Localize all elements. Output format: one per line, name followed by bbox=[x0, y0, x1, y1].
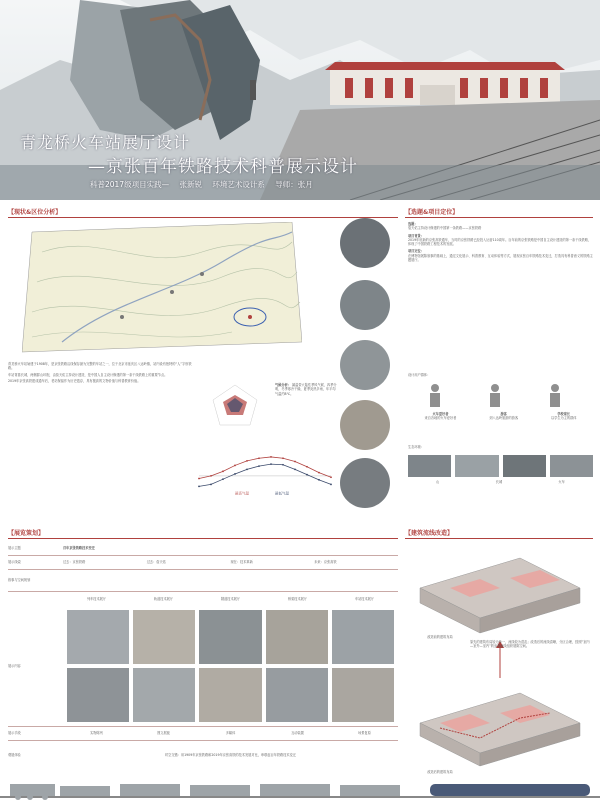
site-paragraph: 青龙桥火车站始建于1908年，是京张铁路沿线保存最为完整的车站之一，位于北京市延庆区八达岭镇，站内设有独特的“人”字形铁路。 bbox=[8, 362, 192, 371]
data-point bbox=[282, 457, 284, 459]
exhibit-thumb bbox=[133, 610, 195, 664]
row-label: 展示线索 bbox=[8, 560, 21, 565]
data-point bbox=[294, 461, 296, 463]
data-point bbox=[210, 484, 212, 486]
data-point bbox=[270, 463, 272, 465]
photo-circle bbox=[340, 400, 390, 450]
exhibit-thumb bbox=[67, 668, 129, 722]
exhibit-thumb bbox=[332, 668, 394, 722]
data-point bbox=[306, 466, 308, 468]
data-point bbox=[330, 476, 332, 478]
unit-label: 列车技术展厅 bbox=[86, 596, 107, 601]
row-label: 观展体验 bbox=[8, 753, 21, 758]
data-point bbox=[210, 475, 212, 477]
plan-summary: 时空交错：用1909年京张铁路和2019年京张高铁的技术发展对比，串联起百年铁路技术变迁 bbox=[165, 753, 296, 758]
train-label bbox=[176, 795, 189, 799]
plan-col: 未来：京张高铁 bbox=[314, 560, 337, 565]
data-point bbox=[318, 479, 320, 481]
method: 图文展板 bbox=[157, 731, 170, 736]
user-note: 来自各地的火车爱好者 bbox=[424, 416, 457, 421]
photo-circle bbox=[340, 218, 390, 268]
plan-col: 现在：技术革新 bbox=[230, 560, 253, 565]
site-paragraph: 2019年京张高铁建成通车后，老站保留作为历史遗存，具有极高的文物价值与科普教育价值。 bbox=[8, 378, 141, 383]
user-type: 游客 bbox=[500, 412, 507, 416]
eco-captions bbox=[408, 480, 593, 484]
eco-label: 生态环境： bbox=[408, 445, 424, 449]
photo-circle bbox=[340, 340, 390, 390]
photo-thumb bbox=[408, 455, 451, 477]
legend-entry: 最低气温 bbox=[275, 491, 289, 495]
eco-photos bbox=[408, 455, 593, 477]
advisor: 导师：张月 bbox=[275, 180, 313, 189]
site-map bbox=[22, 222, 302, 357]
byline bbox=[90, 179, 321, 190]
data-point bbox=[198, 485, 200, 487]
topic-label: 项目定位： bbox=[408, 249, 424, 254]
unit-label: 隧道技术展厅 bbox=[220, 596, 241, 601]
data-point bbox=[330, 484, 332, 486]
data-point bbox=[318, 472, 320, 474]
topic-value: 詹天佑主持设计修建的中国第一条铁路——京张铁路 bbox=[408, 226, 482, 231]
exhibit-thumb bbox=[266, 610, 328, 664]
plan-theme: 百年京张铁路技术变迁 bbox=[63, 546, 95, 551]
arch-label: 改造后的建筑布局 bbox=[427, 770, 453, 774]
divider bbox=[405, 217, 593, 218]
eco-caption: 山 bbox=[436, 480, 440, 484]
data-point bbox=[234, 473, 236, 475]
data-point bbox=[222, 478, 224, 480]
series-line bbox=[199, 457, 331, 479]
data-point bbox=[222, 470, 224, 472]
divider bbox=[405, 538, 593, 539]
unit-label: 桥梁技术展厅 bbox=[287, 596, 308, 601]
legend-entry: 最高气温 bbox=[235, 491, 249, 495]
train-label bbox=[420, 795, 430, 799]
exhibit-thumb bbox=[332, 610, 394, 664]
train-label bbox=[298, 795, 311, 799]
users-label: 设计用户群体： bbox=[408, 373, 431, 377]
row-label: 展示主题 bbox=[8, 546, 21, 551]
series-line bbox=[199, 464, 331, 486]
topic-value: 2019年底新的京张高铁通车，当时的京张铁路已经投入运营110周年。百年前的京张铁路是中国自主设计建造的第一条干线铁路，体现了中国铁路工程技术的发展。 bbox=[408, 237, 592, 247]
topic-label: 项目背景： bbox=[408, 233, 424, 238]
data-point bbox=[198, 478, 200, 480]
exhibit-thumb bbox=[266, 668, 328, 722]
climate-desc: 属温带大陆性季风气候，四季分明，冬季寒冷干燥，夏季炎热多雨，年平均气温约8℃。 bbox=[275, 383, 337, 396]
title-line-1: 青龙桥火车站展厅设计 bbox=[20, 133, 191, 152]
plan-col: 过去：詹天佑 bbox=[146, 560, 166, 565]
photo-circle bbox=[340, 280, 390, 330]
arch-desc: 原先的建筑布局较为单一，流线较为混乱；改造后的流线清晰，分区合理，按照“室内—室外—室内”的参观流线组织展陈空间。 bbox=[470, 640, 590, 649]
user-type: 火车爱好者 bbox=[432, 412, 449, 416]
unit-label: 车站技术展厅 bbox=[354, 596, 375, 601]
users-row bbox=[408, 412, 593, 421]
users-icons bbox=[420, 380, 580, 410]
train-label bbox=[55, 795, 68, 799]
topic-label: 选题： bbox=[408, 222, 418, 226]
data-point bbox=[234, 465, 236, 467]
row-label: 展示内容 bbox=[8, 663, 21, 668]
exhibit-thumb bbox=[199, 610, 261, 664]
row-label: 展示手段 bbox=[8, 731, 21, 736]
method: 场景复原 bbox=[358, 731, 371, 736]
row-label: 叙事与空间规划 bbox=[8, 578, 31, 583]
exhibit-thumb bbox=[199, 668, 261, 722]
photo-thumb bbox=[550, 455, 593, 477]
topic-text bbox=[408, 222, 593, 262]
program: 科普2017级项目实践— bbox=[90, 180, 170, 189]
climate-text bbox=[275, 383, 337, 396]
data-point bbox=[246, 468, 248, 470]
topic-value: 在博物馆展陈叙事的基础上，通过文化展示、科普教育、互动体验等方式，展现京张百年铁路技术变迁，打造具有科普意义的铁路主题展厅。 bbox=[408, 253, 593, 263]
train-label bbox=[539, 795, 545, 799]
photo-thumb bbox=[503, 455, 546, 477]
divider bbox=[8, 538, 398, 539]
user-type: 学校家长 bbox=[557, 412, 571, 416]
user-note: 以学生为主的群体 bbox=[550, 416, 577, 421]
divider bbox=[8, 217, 398, 218]
topic-section-title: 【选题&项目定位】 bbox=[405, 209, 459, 216]
eco-caption: 火车 bbox=[558, 480, 565, 484]
temperature-line-chart bbox=[195, 450, 335, 495]
method: 互动装置 bbox=[291, 731, 304, 736]
method: 实物陈列 bbox=[90, 731, 103, 736]
plan-col: 过去：京张铁路 bbox=[63, 560, 86, 565]
site-section-title: 【现状&区位分析】 bbox=[8, 209, 62, 216]
data-point bbox=[258, 465, 260, 467]
architecture-diagrams bbox=[410, 548, 590, 768]
arch-label: 改造前的建筑布局 bbox=[427, 635, 453, 639]
climate-radar-chart bbox=[205, 380, 265, 430]
user-note: 到八达岭旅游的游客 bbox=[489, 416, 519, 421]
arch-section-title: 【建筑流线改造】 bbox=[405, 530, 454, 537]
photo-thumb bbox=[455, 455, 498, 477]
data-point bbox=[306, 474, 308, 476]
site-paragraph: 车站背靠长城，两侧群山环抱，由詹天佑主持设计建造，是中国人自主设计修建的第一条干线铁路上的重要节点。 bbox=[8, 372, 168, 377]
data-point bbox=[258, 457, 260, 459]
data-point bbox=[282, 464, 284, 466]
exhibit-thumb bbox=[133, 668, 195, 722]
climate-title: 气候分析： bbox=[275, 383, 291, 387]
plan-section-title: 【展览策划】 bbox=[8, 530, 45, 537]
data-point bbox=[294, 468, 296, 470]
site-text bbox=[8, 362, 193, 383]
eco-caption: 长城 bbox=[495, 480, 503, 484]
student: 张新锐 bbox=[179, 180, 202, 189]
plan-table bbox=[8, 542, 398, 780]
exhibit-thumb bbox=[67, 610, 129, 664]
unit-label: 轨道技术展厅 bbox=[153, 596, 174, 601]
major: 环境艺术设计系 bbox=[212, 180, 265, 189]
data-point bbox=[246, 460, 248, 462]
title-line-2: —京张百年铁路技术科普展示设计 bbox=[88, 157, 358, 177]
method: 多媒体 bbox=[225, 731, 236, 736]
data-point bbox=[270, 456, 272, 458]
photo-circle bbox=[340, 458, 390, 508]
